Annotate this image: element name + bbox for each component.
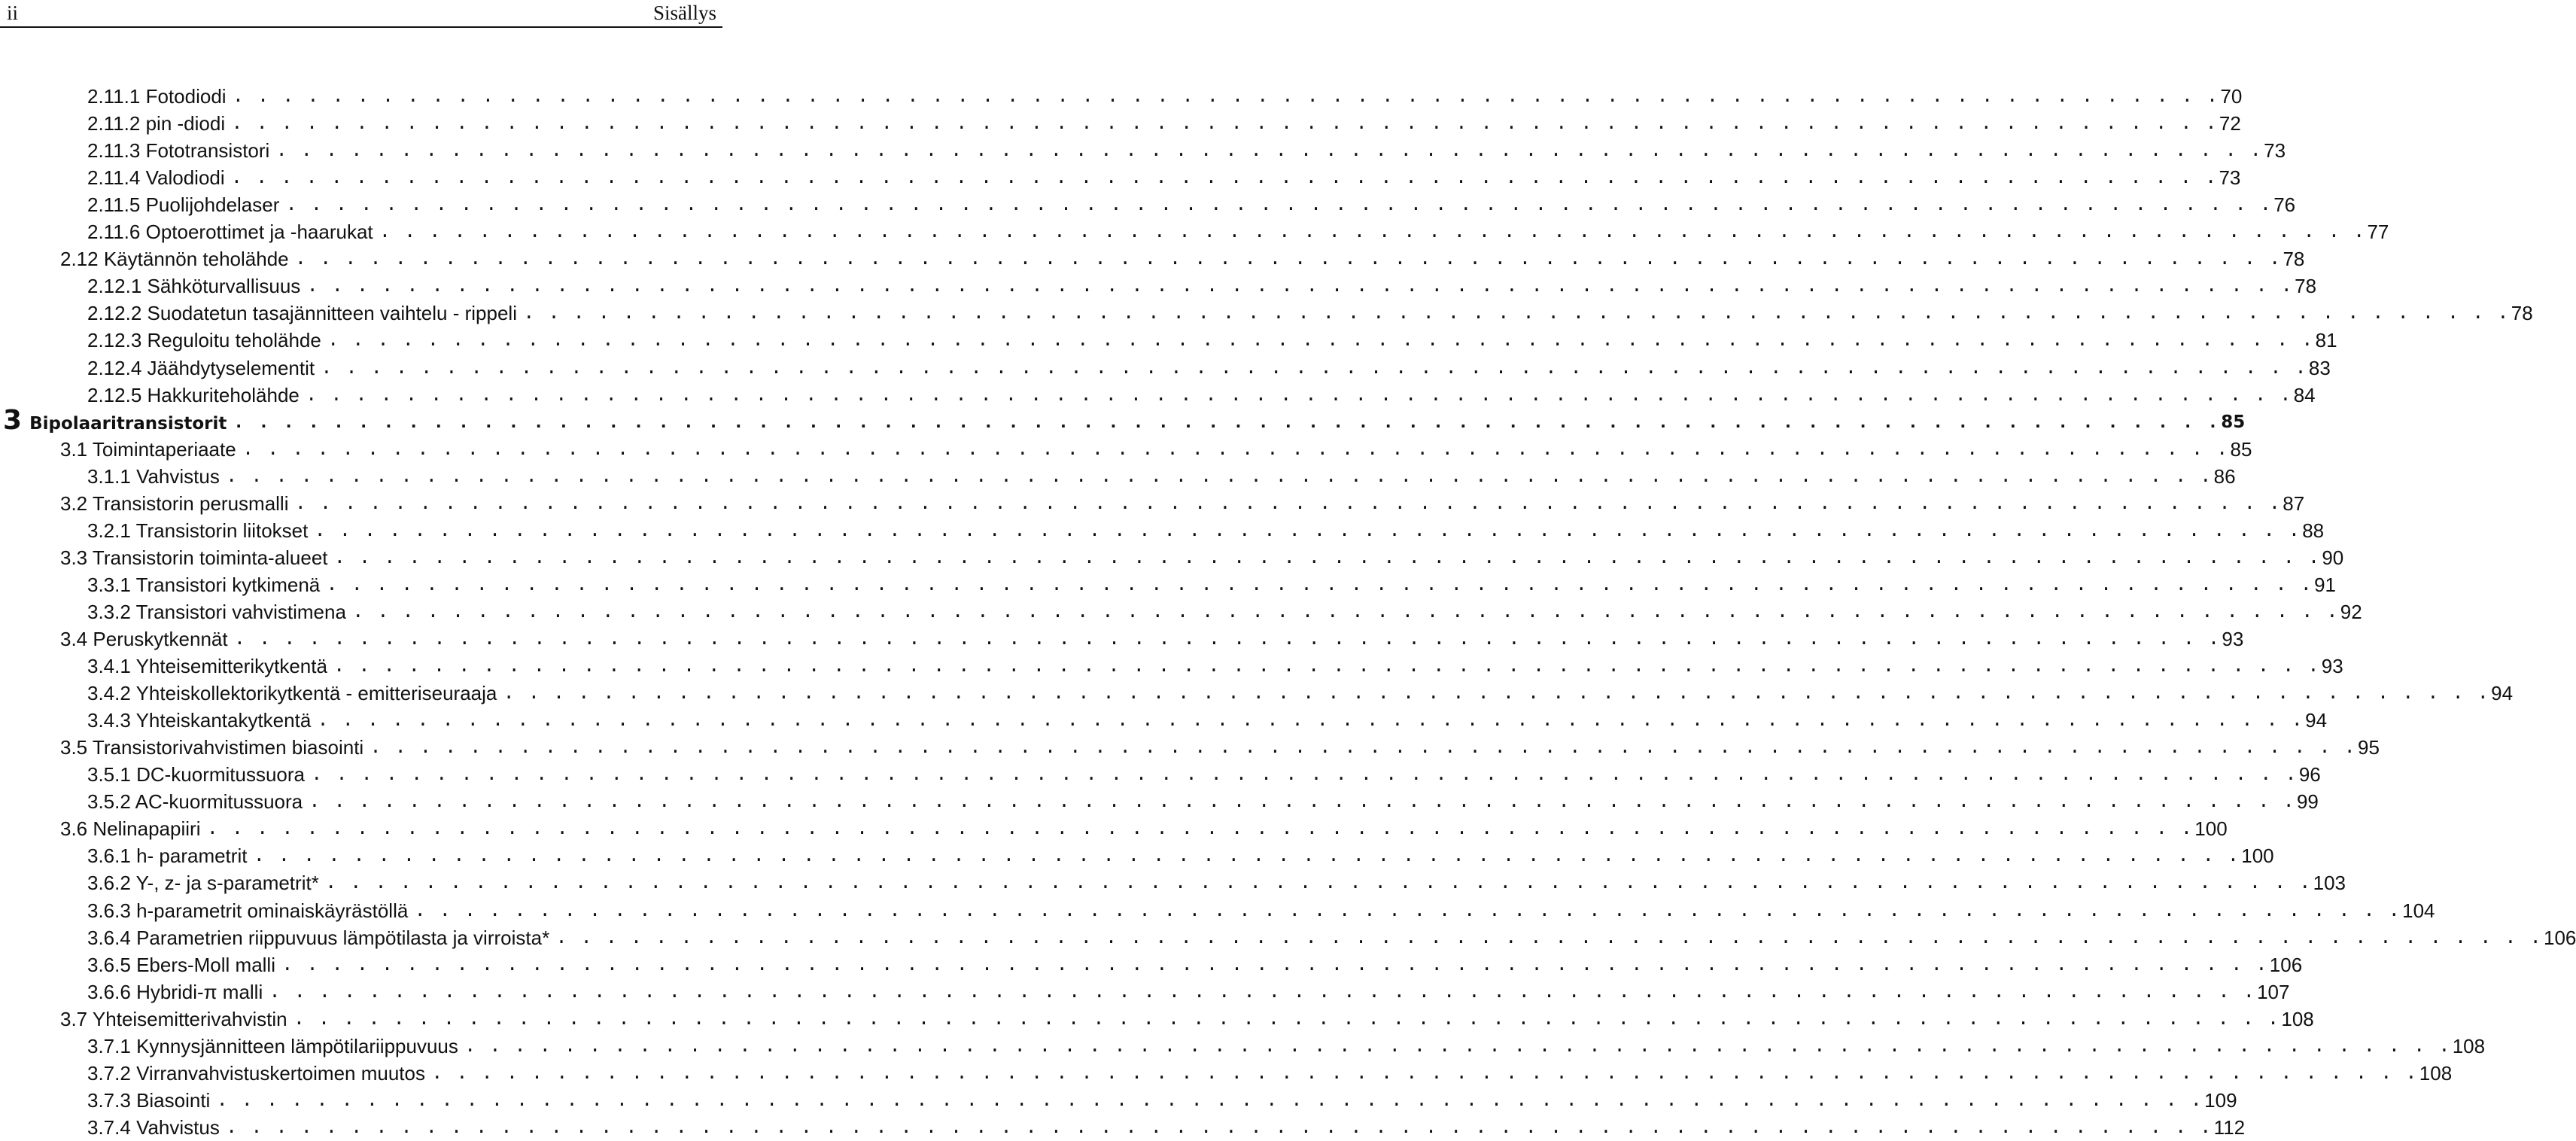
toc-entry-title: DC-kuormitussuora [136, 763, 306, 787]
toc-entry-number: 3.3.2 [87, 600, 131, 623]
dot-leader: . . . . . . . . . . . . . . . . . . . . . . . . . . . . . . . . . . . . . . . . . . . . . . . . . . . . . . . . . . . . . . . . . . . . . . . . . . . . . . . . [317, 709, 2304, 732]
toc-chapter-entry[interactable] [3, 404, 2246, 436]
toc-entry-label [60, 544, 334, 571]
toc-entry-title: Fototransistori [145, 139, 270, 163]
toc-entry-page: 112 [2213, 1115, 2246, 1139]
toc-entry-title: Virranvahvistuskertoimen muutos [136, 1061, 425, 1085]
dot-leader: . . . . . . . . . . . . . . . . . . . . . . . . . . . . . . . . . . . . . . . . . . . . . . . . . . . . . . . . . . . . . . . . . . . . . . . . . . . . . . . . [233, 628, 2221, 650]
toc-entry-page: 107 [2257, 980, 2290, 1003]
toc-entry-label [87, 191, 285, 218]
toc-entry-number: 3.5.2 [87, 790, 131, 814]
dot-leader: . . . . . . . . . . . . . . . . . . . . . . . . . . . . . . . . . . . . . . . . . . . . . . . . . . . . . . . . . . . . . . . . . . . . . . . . . . . . . . . . [275, 139, 2263, 163]
toc-entry[interactable] [87, 842, 2274, 869]
toc-entry[interactable] [87, 382, 2316, 409]
toc-entry-label [87, 571, 326, 598]
toc-entry-page: 95 [2358, 736, 2380, 759]
toc-entry-title: Yhteisemitterikytkentä [135, 655, 327, 678]
toc-entry-page: 86 [2213, 464, 2236, 488]
toc-entry-page: 94 [2305, 709, 2328, 732]
toc-entry-title: Yhteiskollektorikytkentä - emitteriseuraaja [135, 682, 497, 705]
toc-entry-label [87, 218, 379, 245]
dot-leader: . . . . . . . . . . . . . . . . . . . . . . . . . . . . . . . . . . . . . . . . . . . . . . . . . . . . . . . . . . . . . . . . . . . . . . . . . . . . . . . . [242, 437, 2229, 461]
toc-entry-page: 84 [2293, 383, 2316, 406]
toc-entry-number: 3.5 [60, 736, 88, 759]
toc-entry[interactable] [87, 191, 2296, 218]
toc-entry[interactable] [87, 83, 2243, 110]
toc-entry-label [60, 245, 295, 272]
toc-entry-title: Käytännön teholähde [103, 248, 289, 271]
toc-entry-page: 93 [2321, 655, 2343, 678]
toc-entry-number: 3.4.1 [87, 655, 131, 678]
toc-entry-label [60, 734, 370, 761]
toc-entry-page: 85 [2221, 412, 2246, 432]
toc-entry-label [60, 625, 234, 653]
toc-entry-number: 2.12.2 [87, 302, 142, 325]
toc-entry-page: 106 [2544, 926, 2576, 949]
toc-entry-label [87, 680, 503, 707]
toc-entry-number: 3.7.3 [87, 1088, 131, 1112]
toc-entry[interactable] [87, 1060, 2453, 1087]
dot-leader: . . . . . . . . . . . . . . . . . . . . . . . . . . . . . . . . . . . . . . . . . . . . . . . . . . . . . . . . . . . . . . . . . . . . . . . . . . . . . . . . [294, 491, 2282, 515]
toc-entry-number: 3.7.4 [87, 1115, 131, 1139]
toc-entry-page: 72 [2219, 112, 2241, 135]
toc-entry-page: 70 [2220, 85, 2243, 108]
running-head: Sisällys [652, 2, 716, 24]
toc-entry-page: 73 [2219, 166, 2241, 190]
toc-entry-label [87, 653, 333, 680]
toc-entry[interactable] [87, 272, 2317, 300]
toc-entry[interactable] [87, 598, 2362, 625]
page-header [0, 0, 722, 27]
toc-entry-label [87, 788, 309, 815]
toc-entry-label [60, 1006, 293, 1033]
toc-entry-page: 106 [2269, 953, 2303, 976]
toc-entry[interactable] [87, 924, 2576, 951]
dot-leader: . . . . . . . . . . . . . . . . . . . . . . . . . . . . . . . . . . . . . . . . . . . . . . . . . . . . . . . . . . . . . . . . . . . . . . . . . . . . . . . . [555, 926, 2542, 949]
toc-entry-number: 3.4.3 [87, 709, 131, 732]
toc-entry[interactable] [87, 517, 2325, 544]
toc-entry[interactable] [60, 245, 2305, 272]
toc-entry-label [87, 869, 325, 896]
toc-entry-number: 3.2 [60, 491, 88, 515]
header-rule [0, 26, 722, 28]
dot-leader: . . . . . . . . . . . . . . . . . . . . . . . . . . . . . . . . . . . . . . . . . . . . . . . . . . . . . . . . . . . . . . . . . . . . . . . . . . . . . . . . [306, 275, 2294, 298]
toc-entry-title: h- parametrit [136, 844, 248, 868]
toc-entry-label [87, 327, 327, 354]
toc-entry-page: 104 [2402, 899, 2435, 922]
toc-entry-number: 3.3.1 [87, 573, 131, 596]
toc-entry-page: 81 [2315, 329, 2337, 352]
toc-entry-label [87, 110, 231, 137]
toc-entry-number: 3.1 [60, 437, 88, 461]
toc-entry-page: 108 [2452, 1034, 2486, 1057]
toc-entry-title: Ebers-Moll malli [136, 953, 275, 976]
toc-entry-title: Transistori vahvistimena [135, 600, 346, 623]
toc-entry-number: 3.4.2 [87, 682, 131, 705]
toc-entry-page: 93 [2222, 628, 2244, 650]
toc-entry[interactable] [87, 164, 2241, 191]
toc-entry-title: Yhteiskantakytkentä [135, 709, 312, 732]
dot-leader: . . . . . . . . . . . . . . . . . . . . . . . . . . . . . . . . . . . . . . . . . . . . . . . . . . . . . . . . . . . . . . . . . . . . . . . . . . . . . . . . [503, 682, 2490, 705]
toc-entry-label [87, 164, 231, 191]
toc-entry-label [87, 83, 233, 110]
toc-entry-title: Y-, z- ja s-parametrit* [135, 872, 319, 895]
toc-entry-page: 100 [2241, 844, 2274, 868]
toc-entry-number: 2.12.3 [87, 329, 142, 352]
toc-entry-label [60, 490, 294, 517]
toc-entry-number: 3.3 [60, 546, 88, 569]
toc-entry[interactable] [60, 490, 2305, 517]
toc-entry-number: 2.12.1 [87, 275, 142, 298]
dot-leader: . . . . . . . . . . . . . . . . . . . . . . . . . . . . . . . . . . . . . . . . . . . . . . . . . . . . . . . . . . . . . . . . . . . . . . . . . . . . . . . . [333, 655, 2320, 678]
toc-entry-title: h-parametrit ominaiskäyrästöllä [136, 899, 409, 922]
toc-entry-label [60, 436, 242, 463]
toc-entry-page: 85 [2230, 437, 2252, 461]
toc-entry[interactable] [87, 137, 2286, 164]
toc-entry-title: Optoerottimet ja -haarukat [145, 221, 373, 244]
toc-entry[interactable] [87, 951, 2303, 978]
toc-entry-title: Suodatetun tasajännitteen vaihtelu - rippeli [147, 302, 517, 325]
toc-entry[interactable] [87, 707, 2328, 734]
dot-leader: . . . . . . . . . . . . . . . . . . . . . . . . . . . . . . . . . . . . . . . . . . . . . . . . . . . . . . . . . . . . . . . . . . . . . . . . . . . . . . . . [464, 1034, 2451, 1057]
toc-entry-number: 3.6.3 [87, 899, 131, 922]
toc-entry-page: 90 [2322, 546, 2344, 569]
toc-entry-number: 3.5.1 [87, 763, 131, 787]
toc-entry-label [87, 517, 314, 544]
toc-entry-page: 108 [2281, 1007, 2314, 1030]
toc-entry-number: 3.6.4 [87, 926, 131, 949]
toc-entry-page: 103 [2313, 872, 2346, 895]
toc-entry-page: 78 [2283, 248, 2305, 271]
toc-entry-label [87, 761, 311, 788]
toc-entry-number: 3.6.5 [87, 953, 131, 976]
toc-entry-page: 109 [2204, 1088, 2237, 1112]
dot-leader: . . . . . . . . . . . . . . . . . . . . . . . . . . . . . . . . . . . . . . . . . . . . . . . . . . . . . . . . . . . . . . . . . . . . . . . . . . . . . . . . [225, 1115, 2213, 1139]
dot-leader: . . . . . . . . . . . . . . . . . . . . . . . . . . . . . . . . . . . . . . . . . . . . . . . . . . . . . . . . . . . . . . . . . . . . . . . . . . . . . . . . [321, 356, 2307, 379]
dot-leader: . . . . . . . . . . . . . . . . . . . . . . . . . . . . . . . . . . . . . . . . . . . . . . . . . . . . . . . . . . . . . . . . . . . . . . . . . . . . . . . . [269, 980, 2256, 1003]
toc-entry-label [3, 404, 233, 437]
toc-entry-title: AC-kuormitussuora [135, 790, 303, 814]
toc-entry-number: 2.11.1 [87, 85, 141, 108]
dot-leader: . . . . . . . . . . . . . . . . . . . . . . . . . . . . . . . . . . . . . . . . . . . . . . . . . . . . . . . . . . . . . . . . . . . . . . . . . . . . . . . . [294, 248, 2282, 271]
toc-entry-title: Hybridi-π malli [136, 980, 263, 1003]
dot-leader: . . . . . . . . . . . . . . . . . . . . . . . . . . . . . . . . . . . . . . . . . . . . . . . . . . . . . . . . . . . . . . . . . . . . . . . . . . . . . . . . [327, 329, 2314, 352]
toc-entry-number: 2.12.4 [87, 356, 142, 379]
toc-entry[interactable] [87, 463, 2236, 490]
page-number: ii [7, 2, 19, 24]
dot-leader: . . . . . . . . . . . . . . . . . . . . . . . . . . . . . . . . . . . . . . . . . . . . . . . . . . . . . . . . . . . . . . . . . . . . . . . . . . . . . . . . [230, 166, 2218, 190]
toc-entry[interactable] [87, 788, 2319, 815]
dot-leader: . . . . . . . . . . . . . . . . . . . . . . . . . . . . . . . . . . . . . . . . . . . . . . . . . . . . . . . . . . . . . . . . . . . . . . . . . . . . . . . . [231, 112, 2218, 135]
toc-entry-title: Vahvistus [136, 1115, 220, 1139]
dot-leader: . . . . . . . . . . . . . . . . . . . . . . . . . . . . . . . . . . . . . . . . . . . . . . . . . . . . . . . . . . . . . . . . . . . . . . . . . . . . . . . . [206, 817, 2194, 841]
toc-entry-title: Fotodiodi [145, 85, 227, 108]
toc-entry-title: Transistorin perusmalli [92, 491, 289, 515]
toc-entry[interactable] [87, 1033, 2486, 1060]
toc-entry-label [87, 382, 306, 409]
toc-entry[interactable] [87, 653, 2343, 680]
toc-entry[interactable] [87, 218, 2389, 245]
toc-entry-title: Bipolaaritransistorit [29, 413, 227, 434]
toc-entry-page: 99 [2296, 790, 2319, 814]
toc-entry-label [87, 897, 414, 924]
dot-leader: . . . . . . . . . . . . . . . . . . . . . . . . . . . . . . . . . . . . . . . . . . . . . . . . . . . . . . . . . . . . . . . . . . . . . . . . . . . . . . . . [309, 790, 2295, 814]
toc-entry-title: Peruskytkennät [93, 628, 228, 650]
toc-entry-number: 3.7.1 [87, 1034, 131, 1057]
toc-entry-number: 2.11.2 [87, 112, 141, 135]
dot-leader: . . . . . . . . . . . . . . . . . . . . . . . . . . . . . . . . . . . . . . . . . . . . . . . . . . . . . . . . . . . . . . . . . . . . . . . . . . . . . . . . [311, 763, 2298, 787]
toc-entry[interactable] [87, 354, 2331, 382]
toc-entry-number: 3.6.2 [87, 872, 131, 895]
toc-entry-page: 87 [2283, 491, 2305, 515]
toc-entry-number: 2.12 [60, 248, 99, 271]
toc-entry[interactable] [87, 869, 2346, 896]
toc-entry[interactable] [87, 1087, 2237, 1114]
toc-entry-page: 83 [2308, 356, 2331, 379]
toc-entry-label [87, 842, 253, 869]
toc-entry[interactable] [60, 815, 2228, 842]
dot-leader: . . . . . . . . . . . . . . . . . . . . . . . . . . . . . . . . . . . . . . . . . . . . . . . . . . . . . . . . . . . . . . . . . . . . . . . . . . . . . . . . [333, 546, 2321, 569]
toc-entry-number: 3.1.1 [87, 464, 131, 488]
toc-entry-title: Toimintaperiaate [92, 437, 236, 461]
toc-entry-number: 2.11.4 [87, 166, 141, 190]
toc-entry-title: pin -diodi [145, 112, 226, 135]
toc-entry-label [87, 272, 306, 300]
toc-entry[interactable] [87, 680, 2514, 707]
toc-entry[interactable] [60, 1006, 2314, 1033]
toc-entry[interactable] [87, 110, 2241, 137]
toc-entry-title: Transistorin toiminta-alueet [92, 546, 328, 569]
toc-entry-number: 3.7 [60, 1007, 88, 1030]
toc-entry-label [87, 137, 275, 164]
dot-leader: . . . . . . . . . . . . . . . . . . . . . . . . . . . . . . . . . . . . . . . . . . . . . . . . . . . . . . . . . . . . . . . . . . . . . . . . . . . . . . . . [379, 221, 2366, 244]
toc-entry-title: Puolijohdelaser [145, 193, 280, 217]
toc-entry-title: Hakkuriteholähde [147, 383, 300, 406]
toc-entry-number: 3.7.2 [87, 1061, 131, 1085]
toc-entry-page: 76 [2273, 193, 2296, 217]
dot-leader: . . . . . . . . . . . . . . . . . . . . . . . . . . . . . . . . . . . . . . . . . . . . . . . . . . . . . . . . . . . . . . . . . . . . . . . . . . . . . . . . [414, 899, 2401, 922]
toc-entry-title: Jäähdytyselementit [147, 356, 315, 379]
toc-entry-label [87, 598, 352, 625]
toc-entry-title: Vahvistus [136, 464, 220, 488]
toc-entry-page: 78 [2295, 275, 2317, 298]
dot-leader: . . . . . . . . . . . . . . . . . . . . . . . . . . . . . . . . . . . . . . . . . . . . . . . . . . . . . . . . . . . . . . . . . . . . . . . . . . . . . . . . [225, 464, 2213, 488]
toc-entry-title: Reguloitu teholähde [147, 329, 321, 352]
toc-entry[interactable] [87, 897, 2435, 924]
toc-entry-number: 2.11.3 [87, 139, 141, 163]
dot-leader: . . . . . . . . . . . . . . . . . . . . . . . . . . . . . . . . . . . . . . . . . . . . . . . . . . . . . . . . . . . . . . . . . . . . . . . . . . . . . . . . [233, 410, 2220, 434]
dot-leader: . . . . . . . . . . . . . . . . . . . . . . . . . . . . . . . . . . . . . . . . . . . . . . . . . . . . . . . . . . . . . . . . . . . . . . . . . . . . . . . . [305, 383, 2292, 406]
toc-entry-page: 96 [2298, 763, 2321, 787]
dot-leader: . . . . . . . . . . . . . . . . . . . . . . . . . . . . . . . . . . . . . . . . . . . . . . . . . . . . . . . . . . . . . . . . . . . . . . . . . . . . . . . . [430, 1061, 2418, 1085]
dot-leader: . . . . . . . . . . . . . . . . . . . . . . . . . . . . . . . . . . . . . . . . . . . . . . . . . . . . . . . . . . . . . . . . . . . . . . . . . . . . . . . . [351, 600, 2339, 623]
toc-entry-title: Sähköturvallisuus [147, 275, 301, 298]
dot-leader: . . . . . . . . . . . . . . . . . . . . . . . . . . . . . . . . . . . . . . . . . . . . . . . . . . . . . . . . . . . . . . . . . . . . . . . . . . . . . . . . [314, 519, 2301, 542]
toc-entry-number: 3.6.1 [87, 844, 131, 868]
toc-entry-title: Kynnysjännitteen lämpötilariippuvuus [136, 1034, 458, 1057]
toc-entry-page: 108 [2419, 1061, 2453, 1085]
dot-leader: . . . . . . . . . . . . . . . . . . . . . . . . . . . . . . . . . . . . . . . . . . . . . . . . . . . . . . . . . . . . . . . . . . . . . . . . . . . . . . . . [285, 193, 2273, 217]
toc-entry-title: Biasointi [136, 1088, 211, 1112]
toc-entry-number: 2.11.6 [87, 221, 141, 244]
toc-entry-page: 91 [2314, 573, 2336, 596]
toc-entry[interactable] [60, 544, 2344, 571]
toc-entry-page: 94 [2491, 682, 2514, 705]
toc-entry-page: 78 [2511, 302, 2533, 325]
dot-leader: . . . . . . . . . . . . . . . . . . . . . . . . . . . . . . . . . . . . . . . . . . . . . . . . . . . . . . . . . . . . . . . . . . . . . . . . . . . . . . . . [370, 736, 2357, 759]
toc-chapter-number: 3 [3, 404, 23, 436]
toc-entry[interactable] [87, 327, 2337, 354]
dot-leader: . . . . . . . . . . . . . . . . . . . . . . . . . . . . . . . . . . . . . . . . . . . . . . . . . . . . . . . . . . . . . . . . . . . . . . . . . . . . . . . . [326, 573, 2313, 596]
toc-entry-label [87, 300, 523, 327]
toc-entry-label [87, 1033, 464, 1060]
toc-entry-page: 100 [2194, 817, 2228, 841]
toc-entry-title: Valodiodi [145, 166, 225, 190]
toc-entry-title: Transistorivahvistimen biasointi [92, 736, 364, 759]
dot-leader: . . . . . . . . . . . . . . . . . . . . . . . . . . . . . . . . . . . . . . . . . . . . . . . . . . . . . . . . . . . . . . . . . . . . . . . . . . . . . . . . [216, 1088, 2203, 1112]
toc-entry[interactable] [87, 978, 2290, 1006]
toc-entry-title: Nelinapapiiri [93, 817, 201, 841]
toc-entry-label [60, 815, 206, 842]
toc-entry[interactable] [60, 734, 2380, 761]
toc-entry[interactable] [87, 300, 2533, 327]
toc-entry-number: 3.6 [60, 817, 88, 841]
toc-entry-page: 77 [2367, 221, 2389, 244]
toc-entry-number: 3.2.1 [87, 519, 131, 542]
toc-entry[interactable] [87, 761, 2321, 788]
toc-entry-label [87, 1114, 226, 1141]
toc-entry-label [87, 1060, 431, 1087]
toc-entry[interactable] [87, 571, 2336, 598]
toc-entry-title: Transistorin liitokset [135, 519, 309, 542]
toc-entry[interactable] [60, 436, 2252, 463]
toc-entry-page: 73 [2264, 139, 2286, 163]
dot-leader: . . . . . . . . . . . . . . . . . . . . . . . . . . . . . . . . . . . . . . . . . . . . . . . . . . . . . . . . . . . . . . . . . . . . . . . . . . . . . . . . [522, 302, 2510, 325]
toc-entry-page: 88 [2302, 519, 2325, 542]
toc-entry-label [87, 707, 317, 734]
toc-entry-number: 3.6.6 [87, 980, 131, 1003]
dot-leader: . . . . . . . . . . . . . . . . . . . . . . . . . . . . . . . . . . . . . . . . . . . . . . . . . . . . . . . . . . . . . . . . . . . . . . . . . . . . . . . . [253, 844, 2240, 868]
toc-entry-title: Transistori kytkimenä [135, 573, 321, 596]
toc-entry-title: Parametrien riippuvuus lämpötilasta ja virroista* [136, 926, 550, 949]
toc-entry-number: 2.12.5 [87, 383, 142, 406]
dot-leader: . . . . . . . . . . . . . . . . . . . . . . . . . . . . . . . . . . . . . . . . . . . . . . . . . . . . . . . . . . . . . . . . . . . . . . . . . . . . . . . . [232, 85, 2219, 108]
toc-entry-number: 3.4 [60, 628, 88, 650]
toc-entry-label [87, 354, 321, 382]
dot-leader: . . . . . . . . . . . . . . . . . . . . . . . . . . . . . . . . . . . . . . . . . . . . . . . . . . . . . . . . . . . . . . . . . . . . . . . . . . . . . . . . [324, 872, 2312, 895]
toc-entry-label [87, 951, 281, 978]
toc-entry-label [87, 463, 226, 490]
toc-entry[interactable] [60, 625, 2244, 653]
toc-entry-label [87, 924, 555, 951]
toc-entry-label [87, 978, 269, 1006]
toc-entry-label [87, 1087, 216, 1114]
toc-entry-page: 92 [2340, 600, 2362, 623]
dot-leader: . . . . . . . . . . . . . . . . . . . . . . . . . . . . . . . . . . . . . . . . . . . . . . . . . . . . . . . . . . . . . . . . . . . . . . . . . . . . . . . . [281, 953, 2268, 976]
dot-leader: . . . . . . . . . . . . . . . . . . . . . . . . . . . . . . . . . . . . . . . . . . . . . . . . . . . . . . . . . . . . . . . . . . . . . . . . . . . . . . . . [293, 1007, 2280, 1030]
toc-entry[interactable] [87, 1114, 2246, 1141]
toc-entry-title: Yhteisemitterivahvistin [92, 1007, 287, 1030]
toc-entry-number: 2.11.5 [87, 193, 141, 217]
